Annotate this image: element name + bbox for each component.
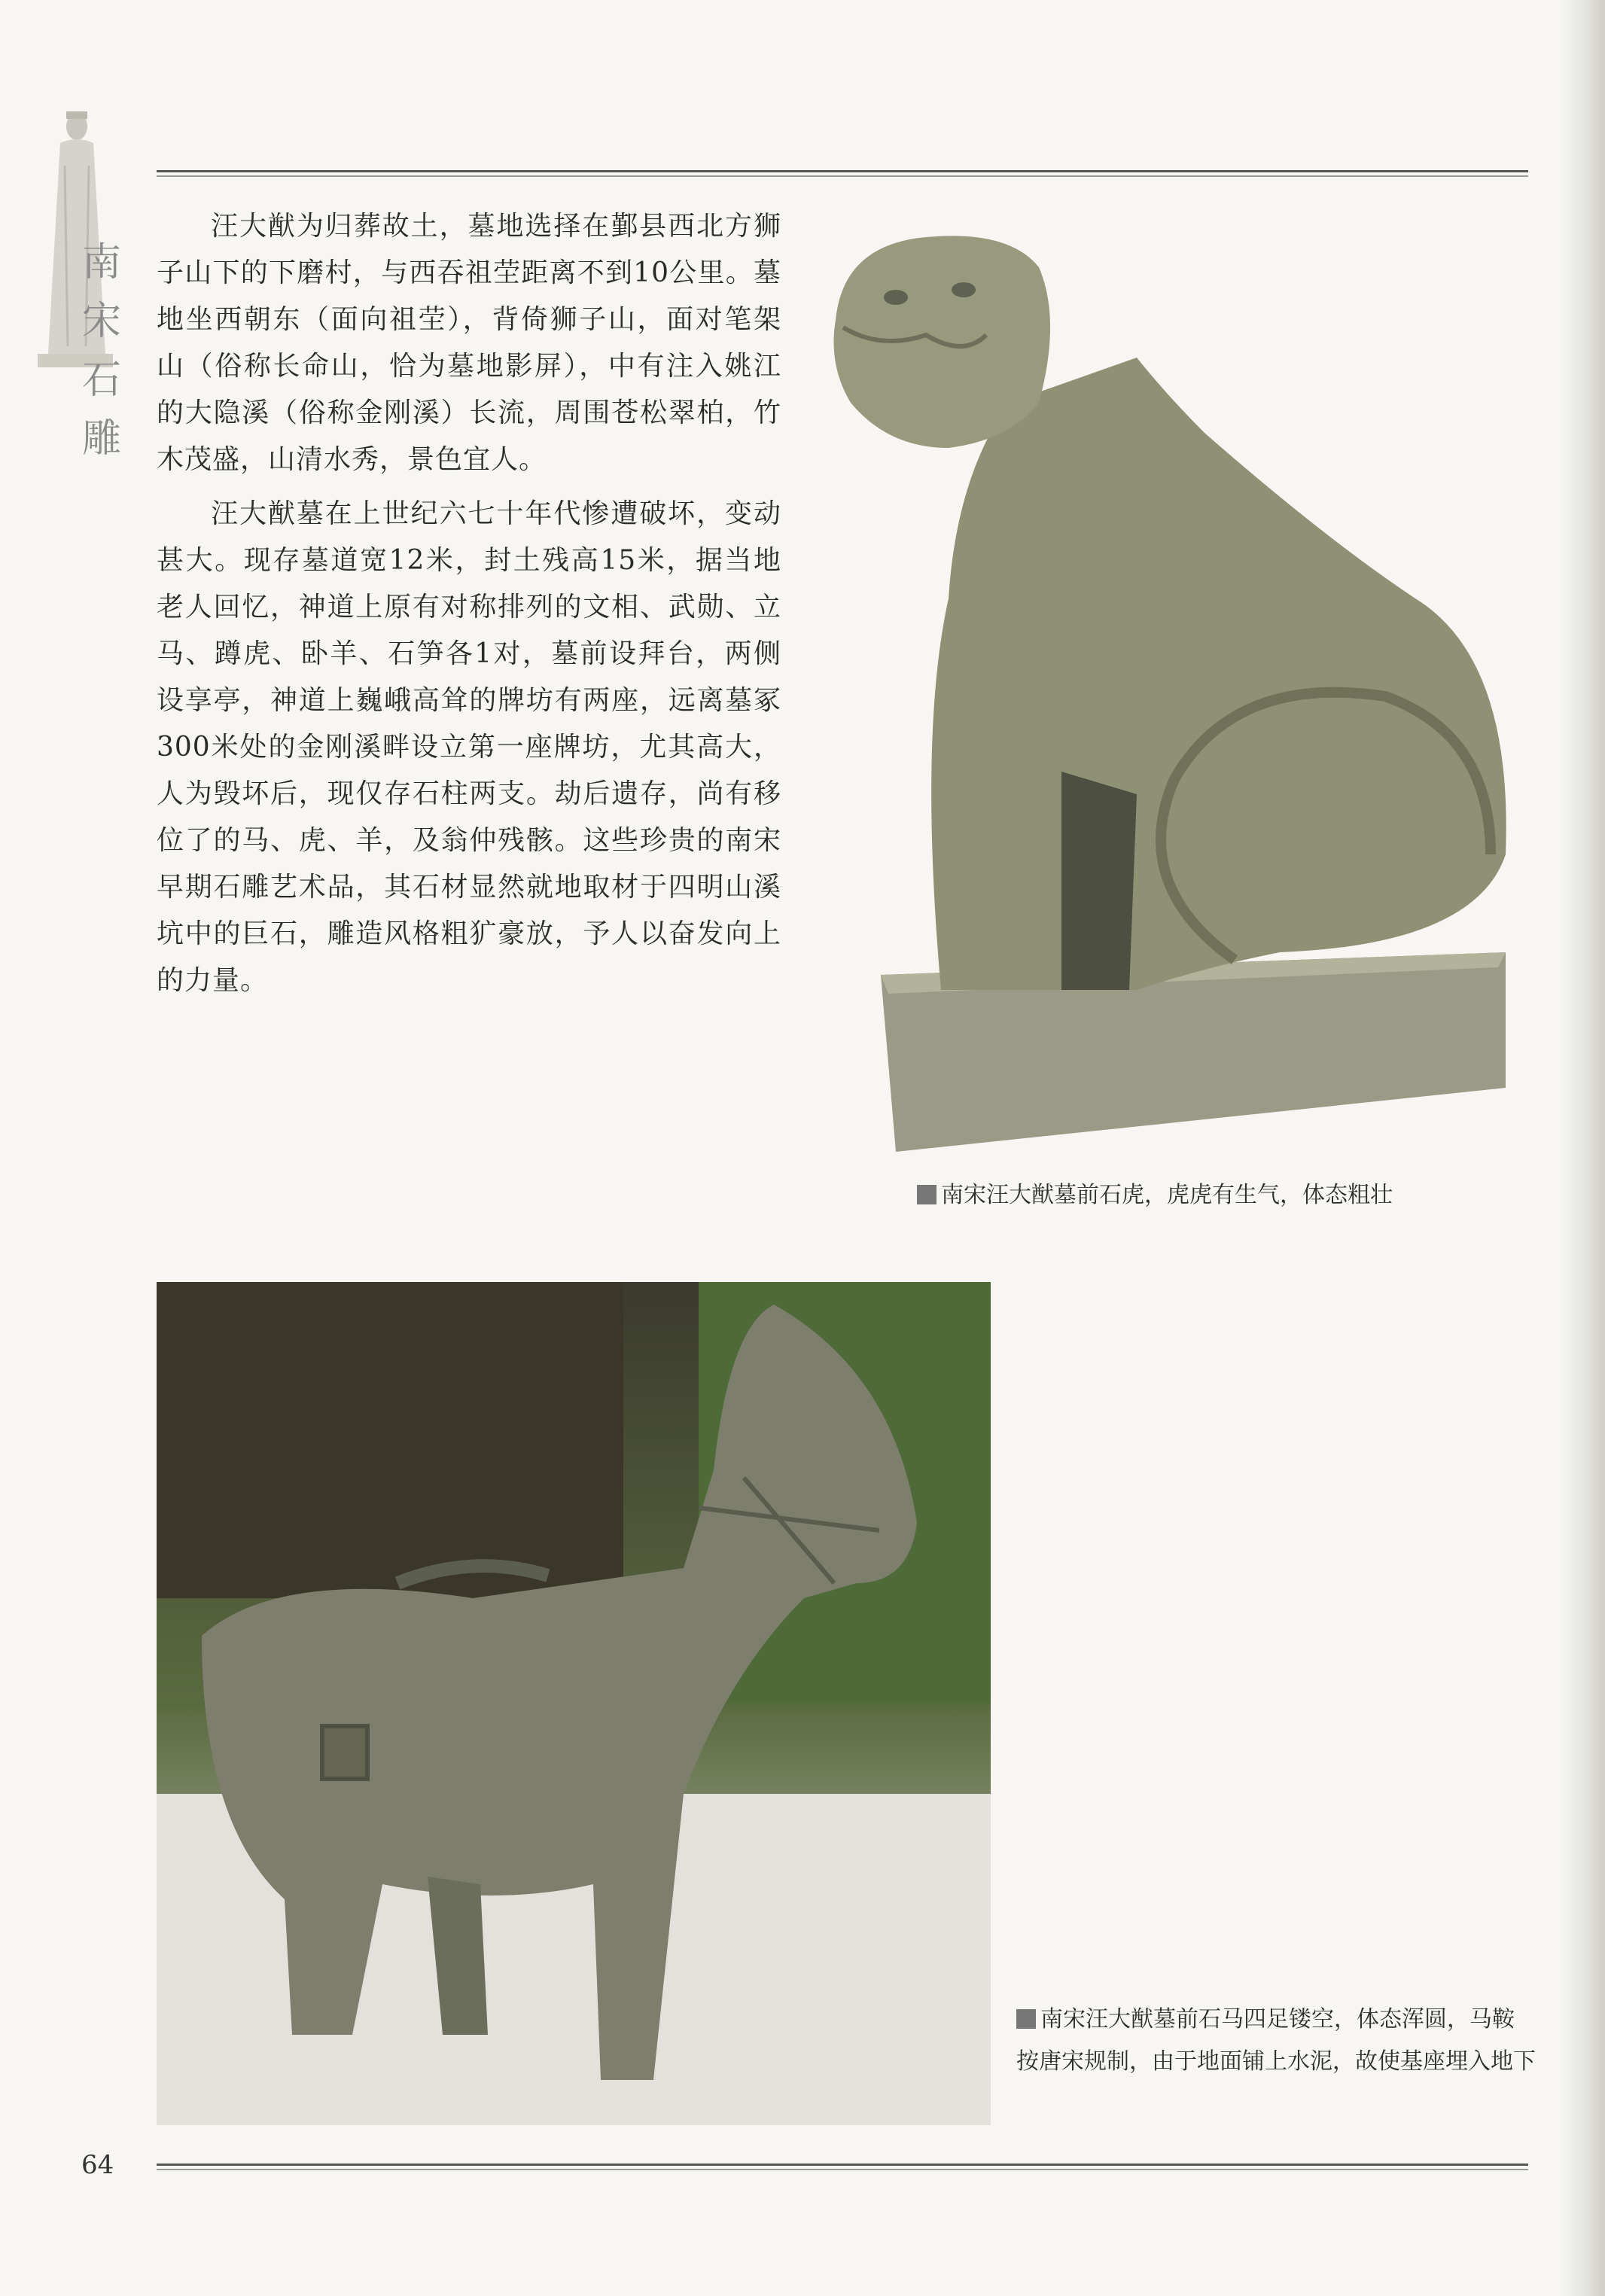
- section-title-char: 南: [81, 240, 121, 285]
- section-title-char: 石: [81, 358, 121, 403]
- paragraph: 汪大猷为归葬故土，墓地选择在鄞县西北方狮子山下的下磨村，与西吞祖茔距离不到10公里。墓地坐西朝东（面向祖茔），背倚狮子山，面对笔架山（俗称长命山，恰为墓地影屏），中有注入姚江的大隐溪（俗称金刚溪）长流，周围苍松翠柏，竹木茂盛，山清水秀，景色宜人。: [157, 211, 781, 475]
- caption-tiger: [917, 1174, 1534, 1217]
- section-title-vertical: [75, 233, 128, 468]
- caption-marker-icon: [917, 1185, 937, 1204]
- body-text: [157, 203, 781, 1012]
- page-edge-shadow: [1560, 0, 1605, 2296]
- caption-horse-text: 南宋汪大猷墓前石马四足镂空，体态浑圆，马鞍按唐宋规制，由于地面铺上水泥，故使基座埋入地下: [1016, 2006, 1536, 2075]
- caption-marker-icon: [1016, 2009, 1036, 2029]
- stone-tiger-photo-icon: [813, 207, 1521, 1167]
- caption-tiger-text: 南宋汪大猷墓前石虎，虎虎有生气，体态粗壮: [941, 1182, 1393, 1208]
- top-rule: [157, 170, 1528, 177]
- bottom-rule: [157, 2164, 1528, 2170]
- caption-horse: [1016, 1999, 1536, 2083]
- section-title-char: 宋: [81, 299, 121, 344]
- section-title-char: 雕: [81, 416, 121, 461]
- stone-horse-photo-icon: [157, 1282, 991, 2125]
- paragraph: 汪大猷墓在上世纪六七十年代惨遭破坏，变动甚大。现存墓道宽12米，封土残高15米，据当地老人回忆，神道上原有对称排列的文相、武勋、立马、蹲虎、卧羊、石笋各1对，墓前设拜台，两侧设享亭，神道上巍峨高耸的牌坊有两座，远离墓冢300米处的金刚溪畔设立第一座牌坊，尤其高大，人为毁坏后，现仅存石柱两支。劫后遗存，尚有移位了的马、虎、羊，及翁仲残骸。这些珍贵的南宋早期石雕艺术品，其石材显然就地取材于四明山溪坑中的巨石，雕造风格粗犷豪放，予人以奋发向上的力量。: [157, 498, 781, 996]
- page-number: 64: [81, 2150, 114, 2180]
